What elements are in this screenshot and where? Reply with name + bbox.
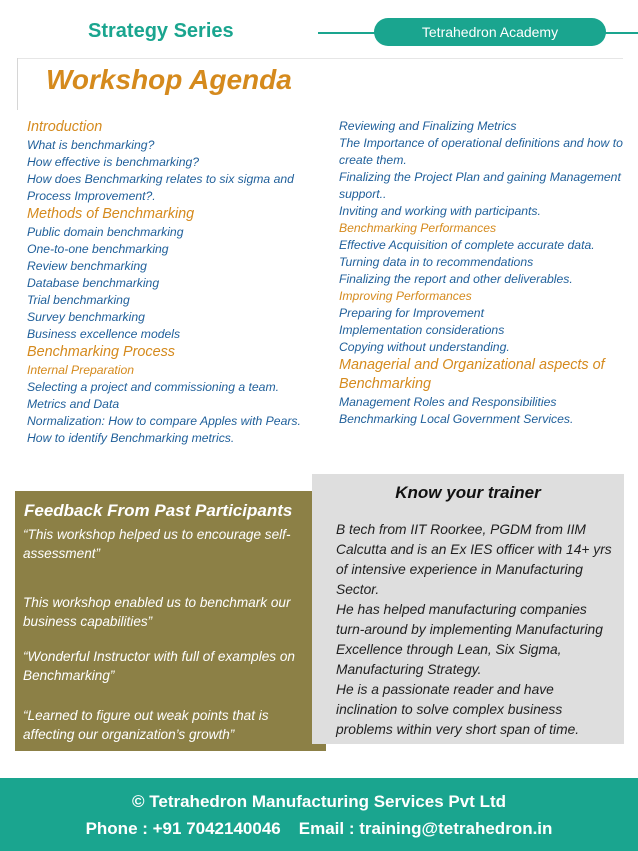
agenda-item: How effective is benchmarking? bbox=[27, 155, 200, 169]
agenda-item: How to identify Benchmarking metrics. bbox=[27, 431, 235, 445]
agenda-section-heading: Introduction bbox=[27, 119, 103, 135]
footer-company: © Tetrahedron Manufacturing Services Pvt Ltd bbox=[132, 792, 506, 811]
agenda-item: The Importance of operational definitions and how to create them. bbox=[339, 136, 623, 167]
feedback-quote: “Learned to figure out weak points that is affecting our organization’s growth” bbox=[23, 708, 269, 742]
agenda-item: Reviewing and Finalizing Metrics bbox=[339, 119, 517, 133]
agenda-item: Survey benchmarking bbox=[27, 310, 145, 324]
agenda-right-column bbox=[339, 118, 631, 428]
agenda-item: Trial benchmarking bbox=[27, 293, 130, 307]
feedback-title: Feedback From Past Participants bbox=[24, 501, 293, 520]
agenda-item: Management Roles and Responsibilities bbox=[339, 395, 557, 409]
agenda-item: One-to-one benchmarking bbox=[27, 242, 169, 256]
academy-badge: Tetrahedron Academy bbox=[374, 18, 606, 46]
trainer-bio-paragraph: B tech from IIT Roorkee, PGDM from IIM Calcutta and is an Ex IES officer with 14+ yrs of intensive experience in Manufacturing Sector. bbox=[336, 522, 612, 597]
footer bbox=[0, 778, 638, 851]
footer-contact bbox=[0, 819, 638, 839]
trainer-panel bbox=[312, 474, 624, 744]
agenda-item: Database benchmarking bbox=[27, 276, 160, 290]
agenda-item: Copying without understanding. bbox=[339, 340, 510, 354]
agenda-item: Effective Acquisition of complete accurate data. bbox=[339, 238, 595, 252]
agenda-section-heading: Benchmarking Process bbox=[27, 344, 175, 360]
agenda-item: Turning data in to recommendations bbox=[339, 255, 534, 269]
feedback-panel bbox=[15, 491, 326, 751]
agenda-item: Business excellence models bbox=[27, 327, 181, 341]
agenda-item: How does Benchmarking relates to six sigma and Process Improvement?. bbox=[27, 172, 294, 203]
agenda-item: Inviting and working with participants. bbox=[339, 204, 541, 218]
footer-email[interactable]: Email : training@tetrahedron.in bbox=[298, 819, 553, 838]
trainer-title: Know your trainer bbox=[395, 483, 541, 502]
agenda-item: Metrics and Data bbox=[27, 397, 120, 411]
agenda-subheading: Improving Performances bbox=[339, 289, 472, 303]
agenda-title: Workshop Agenda bbox=[46, 64, 292, 95]
series-title: Strategy Series bbox=[88, 20, 234, 42]
agenda-subheading: Internal Preparation bbox=[27, 363, 135, 377]
agenda-section-heading: Managerial and Organizational aspects of Benchmarking bbox=[339, 357, 605, 392]
trainer-bio-paragraph: He has helped manufacturing companies turn-around by implementing Manufacturing Excellence through Lean, Six Sigma, Manufacturing Strategy. bbox=[336, 602, 603, 677]
footer-phone: Phone : +91 7042140046 bbox=[85, 819, 281, 838]
agenda-item: Selecting a project and commissioning a team. bbox=[27, 380, 280, 394]
agenda-item: What is benchmarking? bbox=[27, 138, 155, 152]
trainer-bio bbox=[336, 520, 618, 740]
agenda-item: Preparing for Improvement bbox=[339, 306, 484, 320]
feedback-quote: “This workshop helped us to encourage self-assessment” bbox=[23, 527, 291, 561]
agenda-item: Finalizing the report and other deliverables. bbox=[339, 272, 573, 286]
agenda-item: Implementation considerations bbox=[339, 323, 505, 337]
feedback-quote: This workshop enabled us to benchmark our business capabilities” bbox=[23, 595, 291, 629]
agenda-item: Public domain benchmarking bbox=[27, 225, 184, 239]
agenda-item: Finalizing the Project Plan and gaining Management support.. bbox=[339, 170, 621, 201]
agenda-section-heading: Methods of Benchmarking bbox=[27, 206, 195, 222]
feedback-quote: “Wonderful Instructor with full of examples on Benchmarking” bbox=[23, 649, 295, 683]
agenda-top-rule bbox=[18, 58, 623, 59]
agenda-left-rule bbox=[17, 58, 18, 110]
agenda-item: Review benchmarking bbox=[27, 259, 147, 273]
trainer-bio-paragraph: He is a passionate reader and have inclination to solve complex business problems within very short span of time. bbox=[336, 682, 580, 737]
agenda-subheading: Benchmarking Performances bbox=[339, 221, 497, 235]
agenda-left-column bbox=[27, 118, 322, 447]
agenda-item: Normalization: How to compare Apples with Pears. bbox=[27, 414, 301, 428]
agenda-item: Benchmarking Local Government Services. bbox=[339, 412, 574, 426]
